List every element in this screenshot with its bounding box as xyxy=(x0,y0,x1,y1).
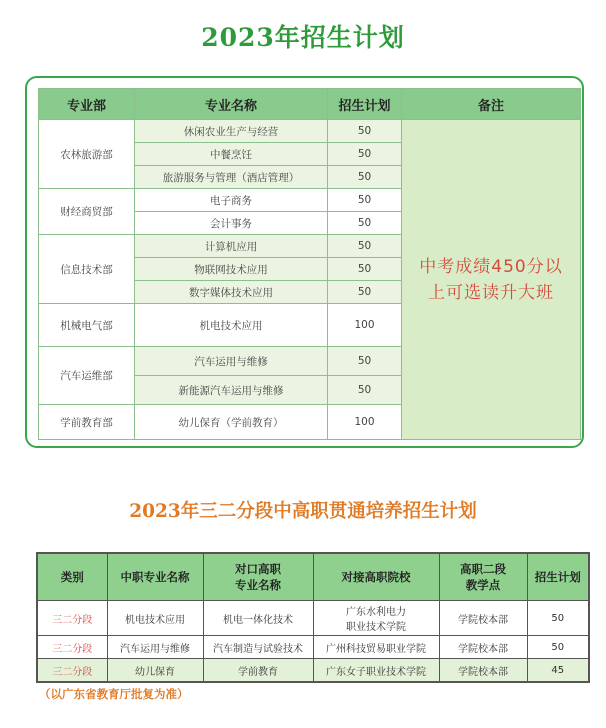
header-department: 专业部 xyxy=(39,89,135,120)
major-cell: 物联网技术应用 xyxy=(135,258,328,281)
major-cell: 幼儿保育（学前教育） xyxy=(135,405,328,440)
major-cell: 汽车运用与维修 xyxy=(107,636,203,659)
site-cell: 学院校本部 xyxy=(439,659,527,683)
header-college: 对接高职院校 xyxy=(313,553,439,601)
table-row xyxy=(37,601,589,636)
plan-cell: 50 xyxy=(328,376,402,405)
header-plan: 招生计划 xyxy=(527,553,589,601)
plan-cell: 50 xyxy=(328,281,402,304)
page-title: 2023年招生计划 xyxy=(201,23,405,52)
major-cell: 新能源汽车运用与维修 xyxy=(135,376,328,405)
plan-cell: 100 xyxy=(328,304,402,347)
site-cell: 学院校本部 xyxy=(439,636,527,659)
category-cell: 三二分段 xyxy=(37,601,107,636)
category-cell: 三二分段 xyxy=(37,659,107,683)
header-major: 中职专业名称 xyxy=(107,553,203,601)
table-header-row xyxy=(37,553,589,601)
major-cell: 机电技术应用 xyxy=(135,304,328,347)
plan-cell: 50 xyxy=(328,347,402,376)
header-major: 专业名称 xyxy=(135,89,328,120)
department-cell: 信息技术部 xyxy=(39,235,135,304)
table-row xyxy=(37,636,589,659)
major-cell: 中餐烹饪 xyxy=(135,143,328,166)
major-cell: 汽车运用与维修 xyxy=(135,347,328,376)
higher-major-cell: 学前教育 xyxy=(203,659,313,683)
plan-cell: 100 xyxy=(328,405,402,440)
header-site: 高职二段 教学点 xyxy=(439,553,527,601)
major-cell: 幼儿保育 xyxy=(107,659,203,683)
major-cell: 计算机应用 xyxy=(135,235,328,258)
plan-cell: 50 xyxy=(328,212,402,235)
plan-cell: 50 xyxy=(527,636,589,659)
plan-cell: 50 xyxy=(328,143,402,166)
major-cell: 会计事务 xyxy=(135,212,328,235)
major-cell: 机电技术应用 xyxy=(107,601,203,636)
department-cell: 机械电气部 xyxy=(39,304,135,347)
header-higher-major: 对口高职 专业名称 xyxy=(203,553,313,601)
header-plan: 招生计划 xyxy=(328,89,402,120)
pathway-table xyxy=(36,552,590,683)
header-note: 备注 xyxy=(402,89,581,120)
department-cell: 汽车运维部 xyxy=(39,347,135,405)
department-cell: 农林旅游部 xyxy=(39,120,135,189)
plan-cell: 50 xyxy=(328,166,402,189)
header-category: 类别 xyxy=(37,553,107,601)
footnote: （以广东省教育厅批复为准） xyxy=(39,687,189,701)
college-cell: 广东女子职业技术学院 xyxy=(313,659,439,683)
plan-cell: 50 xyxy=(527,601,589,636)
site-cell: 学院校本部 xyxy=(439,601,527,636)
college-cell: 广州科技贸易职业学院 xyxy=(313,636,439,659)
major-cell: 数字媒体技术应用 xyxy=(135,281,328,304)
higher-major-cell: 机电一体化技术 xyxy=(203,601,313,636)
major-cell: 旅游服务与管理（酒店管理） xyxy=(135,166,328,189)
table-row xyxy=(39,120,581,143)
plan-cell: 50 xyxy=(328,235,402,258)
higher-major-cell: 汽车制造与试验技术 xyxy=(203,636,313,659)
plan-cell: 45 xyxy=(527,659,589,683)
major-cell: 电子商务 xyxy=(135,189,328,212)
plan-cell: 50 xyxy=(328,120,402,143)
department-cell: 财经商贸部 xyxy=(39,189,135,235)
section-title: 2023年三二分段中高职贯通培养招生计划 xyxy=(129,501,477,522)
table-header-row xyxy=(39,89,581,120)
major-cell: 休闲农业生产与经营 xyxy=(135,120,328,143)
category-cell: 三二分段 xyxy=(37,636,107,659)
enrollment-table xyxy=(38,88,581,440)
note-cell: 中考成绩450分以 上可选读升大班 xyxy=(402,120,581,440)
department-cell: 学前教育部 xyxy=(39,405,135,440)
college-cell: 广东水利电力 职业技术学院 xyxy=(313,601,439,636)
plan-cell: 50 xyxy=(328,189,402,212)
table-row xyxy=(37,659,589,683)
plan-cell: 50 xyxy=(328,258,402,281)
